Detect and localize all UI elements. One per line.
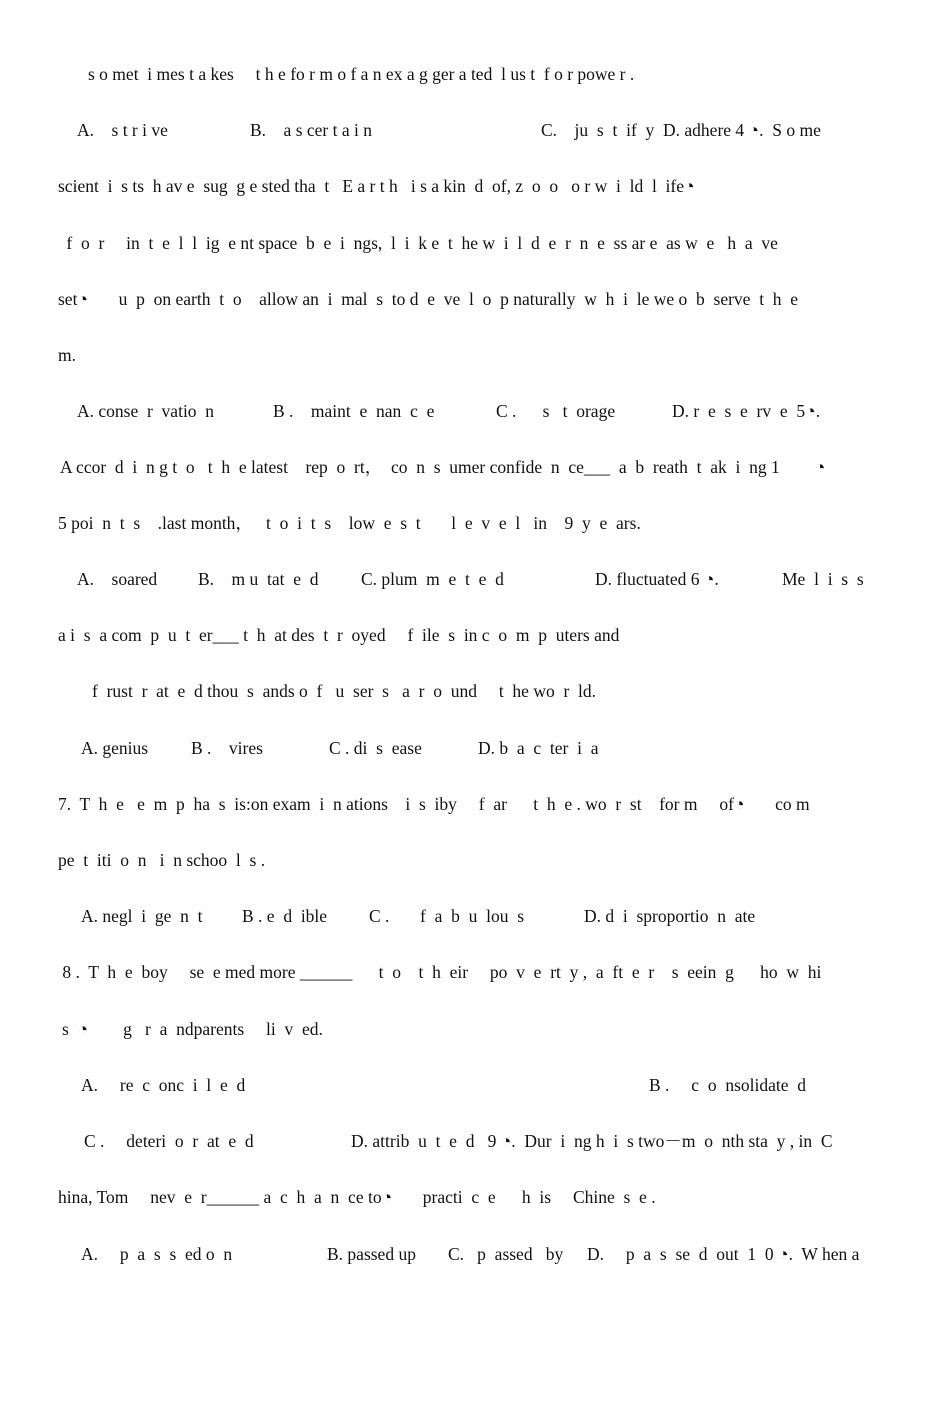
option-a: A. p a s s ed o n — [81, 1244, 233, 1264]
line-text: f rust r at e d thou s ands o f u ser s a r o und t he wo r ld. — [92, 681, 597, 701]
line-text: 5 poi n t s .last month， t o i t s low e s t l e v e l in 9 y e ars. — [58, 513, 641, 533]
options-line — [0, 1239, 950, 1269]
line-text: s o met i mes t a kes t h e fo r m o f a n ex a g ger a ted l us t f o r powe r . — [88, 64, 635, 84]
option-b: B. passed up — [327, 1244, 416, 1264]
question-line — [0, 789, 950, 819]
option-b: B. m u tat e d — [198, 569, 319, 589]
text-line — [0, 845, 950, 875]
option-c: C. plum m e t e d — [361, 569, 504, 589]
option-b: B . maint e nan c e — [273, 401, 435, 421]
text-line — [0, 452, 950, 482]
option-a: A. re c onc i l e d — [81, 1075, 246, 1095]
option-b: B. a s cer t a i n — [250, 120, 372, 140]
option-b: B . e d ible — [242, 906, 328, 926]
text-line — [0, 620, 950, 650]
line-text: hina, Tom nev e r______ a c h a n ce to◔ practi c e h is Chine s e . — [58, 1187, 656, 1207]
option-d-and-next-question: D. fluctuated 6 ◔. — [595, 569, 719, 589]
option-a: A. negl i ge n t — [81, 906, 203, 926]
line-text: 7. T h e e m p ha s is:on exam i n ations i s iby f ar t h e . wo r st for m of◔ co m — [58, 794, 810, 814]
option-d-and-next-question: D. attrib u t e d 9 ◔. Dur i ng h i s two－m o nth sta y , in C — [351, 1131, 833, 1151]
line-text: m. — [58, 345, 76, 365]
text-line — [0, 171, 950, 201]
line-text: Me l i s s — [782, 569, 864, 589]
option-d-and-next-question: D. p a s se d out 1 0 ◔. W hen a — [587, 1244, 860, 1264]
option-a: A. conse r vatio n — [77, 401, 215, 421]
line-text: pe t iti o n i n schoo l s . — [58, 850, 266, 870]
option-d: D. d i sproportio n ate — [584, 906, 756, 926]
option-c: C. p assed by — [448, 1244, 564, 1264]
question-line — [0, 957, 950, 987]
text-line — [0, 59, 950, 89]
line-text: a i s a com p u t er___ t h at des t r oyed f ile s in c o m p uters and — [58, 625, 620, 645]
options-line — [0, 901, 950, 931]
option-a: A. genius — [81, 738, 149, 758]
text-line — [0, 1014, 950, 1044]
options-line — [0, 396, 950, 426]
option-b: B . c o nsolidate d — [649, 1075, 806, 1095]
text-line — [0, 284, 950, 314]
option-c: C . deteri o r at e d — [84, 1131, 254, 1151]
options-line — [0, 733, 950, 763]
line-text: A ccor d i n g t o t h e latest rep o rt， co n s umer confide n ce___ a b reath t ak i ng 1 ◔ — [60, 457, 826, 477]
options-line — [0, 1070, 950, 1100]
option-d: D. b a c ter i a — [478, 738, 599, 758]
text-line — [0, 508, 950, 538]
options-line — [0, 115, 950, 145]
line-text: scient i s ts h av e sug g e sted tha t E a r t h i s a kin d of, z o o o r w i ld l ife◔ — [58, 176, 695, 196]
line-text: 8 . T h e boy se e med more ______ t o t h eir po v e rt y , a ft e r s eein g ho w hi — [58, 962, 822, 982]
options-line — [0, 564, 950, 594]
option-c: C . s t orage — [496, 401, 616, 421]
text-line — [0, 340, 950, 370]
line-text: f o r in t e l l ig e nt space b e i ngs, l i k e t he w i l d e r n e ss ar e as w e h a ve — [62, 233, 778, 253]
option-a: A. s t r i ve — [77, 120, 168, 140]
option-c: C . di s ease — [329, 738, 422, 758]
option-d-and-next-question: D. r e s e rv e 5◔. — [672, 401, 821, 421]
option-c-d-and-next-question: C. ju s t if y D. adhere 4 ◔. S o me — [541, 120, 821, 140]
text-line — [0, 228, 950, 258]
text-line — [0, 1182, 950, 1212]
line-text: set◔ u p on earth t o allow an i mal s to d e ve l o p naturally w h i le we o b serve t h e — [58, 289, 799, 309]
text-line — [0, 676, 950, 706]
option-a: A. soared — [77, 569, 158, 589]
option-c: C . f a b u lou s — [369, 906, 525, 926]
options-line — [0, 1126, 950, 1156]
line-text: s ◔ g r a ndparents li v ed. — [62, 1019, 323, 1039]
option-b: B . vires — [191, 738, 263, 758]
